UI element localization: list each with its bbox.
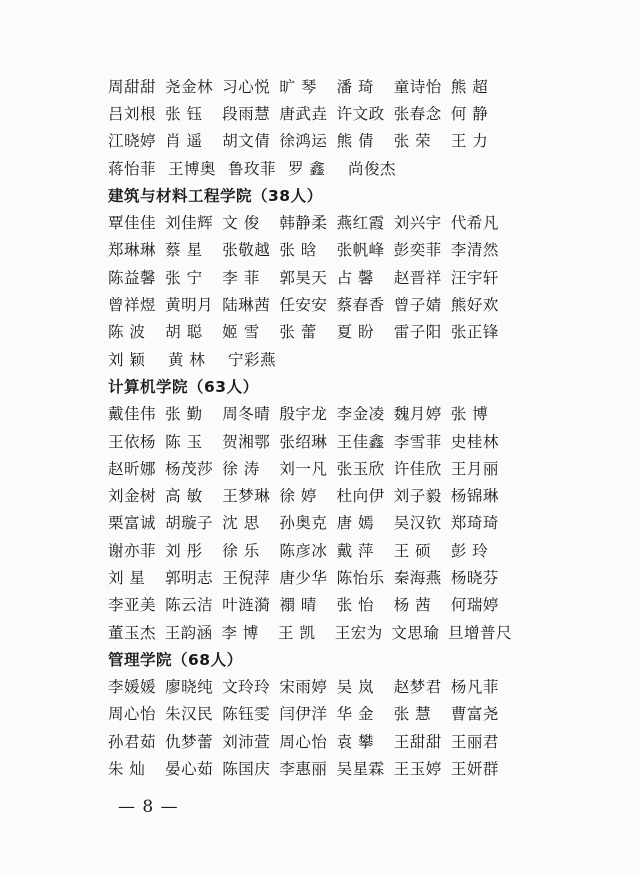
person-name: 王 力 [450, 132, 489, 151]
person-name: 徐 涛 [222, 459, 260, 478]
person-name: 谢亦菲 [108, 541, 157, 560]
section [108, 181, 508, 372]
person-name: 李媛媛 [108, 678, 157, 697]
person-name: 陈钰雯 [222, 705, 271, 724]
person-name: 吴汉钦 [393, 514, 442, 533]
name-row [108, 127, 508, 154]
person-name: 文思瑜 [391, 623, 440, 642]
person-name: 蔡 星 [165, 241, 203, 260]
person-name: 华 金 [336, 705, 374, 724]
person-name: 李雪菲 [393, 432, 442, 451]
person-name: 陈怡乐 [336, 568, 385, 587]
person-name: 赵晋祥 [393, 268, 442, 287]
name-row [108, 427, 508, 454]
person-name: 李 博 [221, 623, 259, 642]
name-row [108, 509, 508, 536]
person-name: 叶涟漪 [222, 596, 271, 615]
person-name: 张春念 [393, 104, 442, 123]
person-name: 仇梦蕾 [165, 732, 214, 751]
person-name: 张 晗 [279, 241, 317, 260]
person-name: 夏 盼 [336, 323, 374, 342]
person-name: 魏月婷 [393, 405, 442, 424]
name-list [108, 72, 513, 782]
name-row [108, 454, 508, 481]
person-name: 曹富尧 [450, 705, 499, 724]
person-name: 占 馨 [336, 268, 374, 287]
name-row [108, 72, 508, 99]
person-name: 刘子毅 [393, 487, 442, 506]
person-name: 王宏为 [334, 623, 383, 642]
person-name: 尚俊杰 [348, 159, 397, 178]
name-row [108, 727, 508, 754]
person-name: 刘兴宇 [393, 214, 442, 233]
person-name: 任安安 [279, 296, 328, 315]
person-name: 郑琦琦 [450, 514, 499, 533]
person-name: 肖 遥 [165, 132, 203, 151]
person-name: 孙君茹 [108, 732, 157, 751]
person-name: 戴 萍 [336, 541, 374, 560]
person-name: 栗富诚 [108, 514, 157, 533]
person-name: 张 钰 [165, 104, 203, 123]
person-name: 唐 嫣 [336, 514, 374, 533]
name-row [108, 673, 508, 700]
person-name: 王博奥 [168, 159, 217, 178]
person-name: 雷子阳 [393, 323, 442, 342]
person-name: 许佳欣 [393, 459, 442, 478]
person-name: 张 勤 [165, 405, 203, 424]
name-row [108, 208, 508, 235]
person-name: 汪宇轩 [450, 268, 499, 287]
person-name: 王甜甜 [393, 732, 442, 751]
name-row [108, 536, 508, 563]
person-name: 张 慧 [393, 705, 432, 724]
person-name: 童诗怡 [393, 77, 442, 96]
person-name: 郑琳琳 [108, 241, 157, 260]
person-name: 周心怡 [108, 705, 157, 724]
person-name: 沈 思 [222, 514, 260, 533]
person-name: 张 宁 [165, 268, 203, 287]
person-name: 王韵涵 [164, 623, 213, 642]
name-row [108, 154, 508, 181]
person-name: 韩静柔 [279, 214, 328, 233]
person-name: 陈 波 [108, 323, 146, 342]
person-name: 江晓婷 [108, 132, 157, 151]
person-name: 廖晓纯 [165, 678, 214, 697]
person-name: 刘 星 [108, 568, 146, 587]
person-name: 胡文倩 [222, 132, 271, 151]
person-name: 陈国庆 [222, 760, 271, 779]
person-name: 秦海燕 [393, 568, 442, 587]
person-name: 陈彦冰 [279, 541, 328, 560]
section [108, 645, 508, 781]
person-name: 李 菲 [222, 268, 260, 287]
person-name: 袁 攀 [336, 732, 374, 751]
person-name: 张 蕾 [279, 323, 317, 342]
person-name: 姬 雪 [222, 323, 260, 342]
person-name: 张敬越 [222, 241, 271, 260]
person-name: 朱汉民 [165, 705, 214, 724]
person-name: 杨 茜 [393, 596, 432, 615]
name-row [108, 700, 508, 727]
name-row [108, 236, 508, 263]
person-name: 吴星霖 [336, 760, 385, 779]
person-name: 董玉杰 [108, 623, 157, 642]
name-row [108, 99, 508, 126]
person-name: 王妍群 [450, 760, 499, 779]
person-name: 熊好欢 [450, 296, 499, 315]
person-name: 唐武垚 [279, 104, 328, 123]
person-name: 晏心茹 [165, 760, 214, 779]
name-row [108, 754, 508, 781]
person-name: 胡璇子 [165, 514, 214, 533]
person-name: 许文政 [336, 104, 385, 123]
person-name: 李惠丽 [279, 760, 328, 779]
person-name: 刘佳辉 [165, 214, 214, 233]
name-row [108, 618, 513, 645]
person-name: 熊 超 [450, 77, 489, 96]
person-name: 鲁玫菲 [228, 159, 277, 178]
person-name: 代希凡 [450, 214, 499, 233]
person-name: 习心悦 [222, 77, 271, 96]
person-name: 陈 玉 [165, 432, 203, 451]
section-title: 建筑与材料工程学院（38人） [108, 186, 323, 205]
person-name: 覃佳佳 [108, 214, 157, 233]
person-name: 蒋怡菲 [108, 159, 157, 178]
person-name: 徐鸿运 [279, 132, 328, 151]
name-row [108, 481, 508, 508]
person-name: 王倪萍 [222, 568, 271, 587]
person-name: 殷宇龙 [279, 405, 328, 424]
section-title: 计算机学院（63人） [108, 377, 259, 396]
person-name: 李亚美 [108, 596, 157, 615]
person-name: 王 硕 [393, 541, 432, 560]
name-row [108, 563, 508, 590]
section-title: 管理学院（68人） [108, 650, 243, 669]
section [108, 72, 508, 181]
person-name: 尧金林 [165, 77, 214, 96]
name-row [108, 318, 508, 345]
person-name: 陆琳茜 [222, 296, 271, 315]
person-name: 刘 彤 [165, 541, 203, 560]
person-name: 何瑞婷 [450, 596, 499, 615]
person-name: 张 荣 [393, 132, 432, 151]
name-row [108, 263, 508, 290]
person-name: 黄 林 [168, 350, 206, 369]
person-name: 文玲玲 [222, 678, 271, 697]
person-name: 曾子婧 [393, 296, 442, 315]
person-name: 刘 颖 [108, 350, 146, 369]
person-name: 张正锋 [450, 323, 499, 342]
person-name: 王丽君 [450, 732, 499, 751]
name-row [108, 591, 508, 618]
person-name: 王梦琳 [222, 487, 271, 506]
name-row [108, 345, 508, 372]
person-name: 段雨慧 [222, 104, 271, 123]
person-name: 徐 婷 [279, 487, 317, 506]
person-name: 吕刘根 [108, 104, 157, 123]
person-name: 刘沛萱 [222, 732, 271, 751]
person-name: 史桂林 [450, 432, 499, 451]
person-name: 杜向伊 [336, 487, 385, 506]
person-name: 周心怡 [279, 732, 328, 751]
person-name: 徐 乐 [222, 541, 260, 560]
person-name: 戴佳伟 [108, 405, 157, 424]
person-name: 曾祥煜 [108, 296, 157, 315]
person-name: 张玉欣 [336, 459, 385, 478]
person-name: 何 静 [450, 104, 489, 123]
person-name: 李清然 [450, 241, 499, 260]
person-name: 旷 琴 [279, 77, 317, 96]
person-name: 杨茂莎 [165, 459, 214, 478]
section [108, 372, 513, 645]
person-name: 刘一凡 [279, 459, 328, 478]
person-name: 刘金树 [108, 487, 157, 506]
person-name: 杨凡菲 [450, 678, 499, 697]
person-name: 杨晓芬 [450, 568, 499, 587]
person-name: 陈云洁 [165, 596, 214, 615]
person-name: 郭明志 [165, 568, 214, 587]
person-name: 陈益馨 [108, 268, 157, 287]
person-name: 孙奥克 [279, 514, 328, 533]
person-name: 吴 岚 [336, 678, 374, 697]
person-name: 张帆峰 [336, 241, 385, 260]
person-name: 张绍琳 [279, 432, 328, 451]
person-name: 彭奕菲 [393, 241, 442, 260]
person-name: 文 俊 [222, 214, 260, 233]
person-name: 黄明月 [165, 296, 214, 315]
person-name: 宋雨婷 [279, 678, 328, 697]
person-name: 罗 鑫 [288, 159, 326, 178]
person-name: 张 怡 [336, 596, 374, 615]
person-name: 王月丽 [450, 459, 499, 478]
person-name: 张 博 [450, 405, 489, 424]
person-name: 朱 灿 [108, 760, 146, 779]
person-name: 闫伊洋 [279, 705, 328, 724]
person-name: 贺湘鄂 [222, 432, 271, 451]
person-name: 唐少华 [279, 568, 328, 587]
person-name: 燕红霞 [336, 214, 385, 233]
person-name: 郭昊天 [279, 268, 328, 287]
person-name: 周冬晴 [222, 405, 271, 424]
person-name: 胡 聪 [165, 323, 203, 342]
person-name: 赵昕娜 [108, 459, 157, 478]
person-name: 周甜甜 [108, 77, 157, 96]
person-name: 宁彩燕 [228, 350, 277, 369]
page-number: — 8 — [118, 797, 179, 817]
person-name: 赵梦君 [393, 678, 442, 697]
person-name: 禤 晴 [279, 596, 317, 615]
person-name: 熊 倩 [336, 132, 374, 151]
name-row [108, 290, 508, 317]
person-name: 王佳鑫 [336, 432, 385, 451]
person-name: 潘 琦 [336, 77, 374, 96]
person-name: 彭 玲 [450, 541, 489, 560]
person-name: 王 凯 [278, 623, 316, 642]
name-row [108, 400, 508, 427]
person-name: 蔡春香 [336, 296, 385, 315]
person-name: 杨锦琳 [450, 487, 499, 506]
person-name: 高 敏 [165, 487, 203, 506]
person-name: 王依杨 [108, 432, 157, 451]
person-name: 王玉婷 [393, 760, 442, 779]
person-name: 李金凌 [336, 405, 385, 424]
person-name: 旦增普尺 [448, 623, 513, 642]
